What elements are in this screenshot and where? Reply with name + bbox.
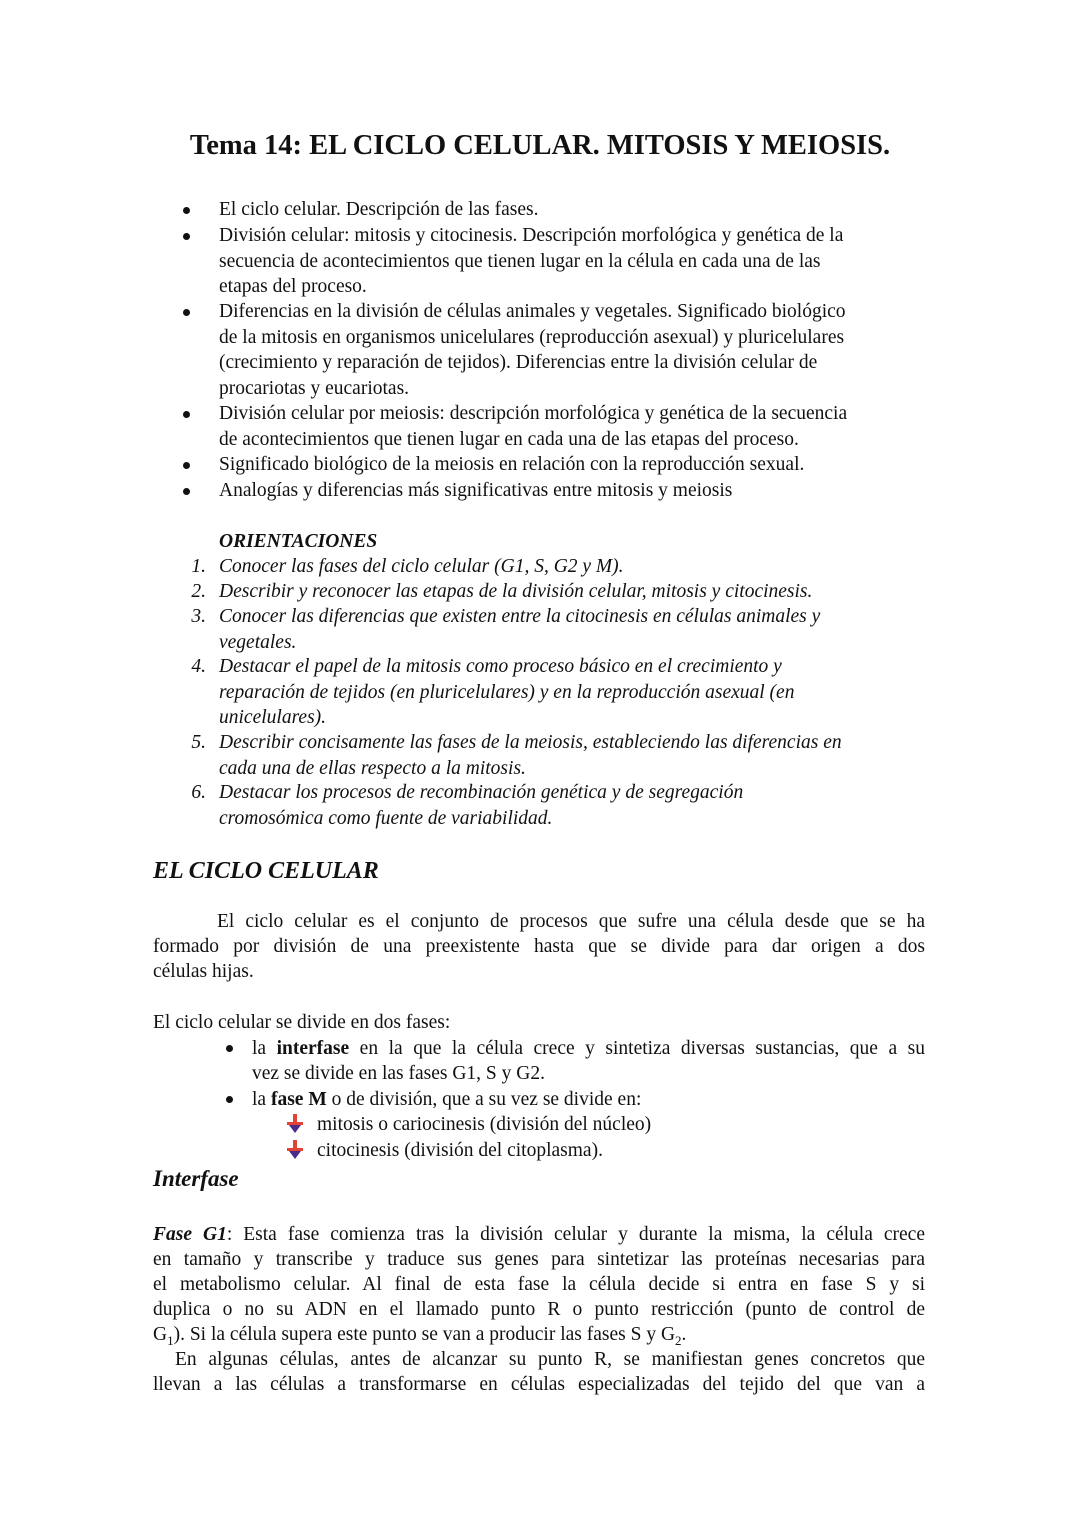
- down-arrow-icon: [285, 1113, 305, 1135]
- g1-text: .: [681, 1324, 687, 1345]
- contents-item: Diferencias en la división de células animales y vegetales. Significado biológico de la mitosis en organismos unicelulares (reproducción asexual) y pluricelulares (crecimiento y reparación de tejidos). Diferencias entre la división celular de procariotas y eucariotas.: [219, 301, 846, 399]
- bullet-icon: [183, 462, 190, 469]
- g1-text: G: [153, 1324, 168, 1345]
- contents-item: División celular: mitosis y citocinesis. Descripción morfológica y genética de la secuencia de acontecimientos que tienen lugar en la célula en cada una de las etapas del proceso.: [219, 225, 844, 297]
- g1-subscript: 1: [167, 1332, 174, 1348]
- intro-line: células hijas.: [153, 961, 254, 982]
- orientacion-item: Describir concisamente las fases de la meiosis, estableciendo las diferencias en cada una de ellas respecto a la mitosis.: [219, 732, 842, 779]
- orientacion-item: Destacar el papel de la mitosis como proceso básico en el crecimiento y reparación de tejidos (en pluricelulares) y en la reproducción asexual (en unicelulares).: [219, 656, 795, 728]
- list-number: 3.: [191, 606, 206, 627]
- phase-term: fase M: [270, 1089, 327, 1110]
- orientacion-item: Destacar los procesos de recombinación genética y de segregación cromosómica como fuente de variabilidad.: [219, 782, 744, 829]
- g1-label: Fase G1: [153, 1224, 227, 1245]
- contents-item: División celular por meiosis: descripción morfológica y genética de la secuencia de acontecimientos que tienen lugar en cada una de las etapas del proceso.: [219, 403, 848, 450]
- list-number: 6.: [191, 782, 206, 803]
- bullet-icon: [183, 233, 190, 240]
- list-number: 2.: [191, 581, 206, 602]
- g1-line: [153, 1222, 925, 1248]
- bullet-icon: [183, 488, 190, 495]
- bullet-icon: [183, 411, 190, 418]
- g1-line: en tamaño y transcribe y traduce sus genes para sintetizar las proteínas necesarias para: [153, 1249, 925, 1270]
- bullet-icon: [183, 207, 190, 214]
- orientaciones-heading: ORIENTACIONES: [219, 531, 378, 552]
- bullet-icon: [226, 1045, 233, 1052]
- phase-text: o de división, que a su vez se divide en:: [326, 1089, 642, 1110]
- phase-term: interfase: [276, 1038, 350, 1059]
- interfase-paragraph-line: En algunas células, antes de alcanzar su punto R, se manifiestan genes concretos que: [175, 1349, 925, 1370]
- phase-m: [252, 1087, 641, 1113]
- bullet-icon: [226, 1096, 233, 1103]
- phases-lead: El ciclo celular se divide en dos fases:: [153, 1012, 451, 1033]
- g1-text: ). Si la célula supera este punto se van a producir las fases S y G: [173, 1324, 676, 1345]
- down-arrow-icon: [285, 1139, 305, 1161]
- g1-line: duplica o no su ADN en el llamado punto R o punto restricción (punto de control de: [153, 1299, 925, 1320]
- phase-text: la: [252, 1089, 271, 1110]
- bullet-icon: [183, 309, 190, 316]
- list-number: 1.: [191, 556, 206, 577]
- intro-line: formado por división de una preexistente hasta que se divide para dar origen a dos: [153, 936, 925, 957]
- section-heading-interfase: Interfase: [153, 1166, 239, 1191]
- contents-item: Significado biológico de la meiosis en relación con la reproducción sexual.: [219, 454, 805, 475]
- phase-text: en la que la célula crece y sintetiza diversas sustancias, que a su: [349, 1038, 925, 1059]
- list-number: 4.: [191, 656, 206, 677]
- phase-interfase-line2: vez se divide en las fases G1, S y G2.: [252, 1063, 545, 1084]
- page-title: Tema 14: EL CICLO CELULAR. MITOSIS Y MEIOSIS.: [189, 130, 891, 161]
- orientacion-item: Describir y reconocer las etapas de la división celular, mitosis y citocinesis.: [219, 581, 813, 602]
- phase-text: la: [252, 1038, 277, 1059]
- phase-interfase: [252, 1036, 925, 1062]
- intro-line: El ciclo celular es el conjunto de procesos que sufre una célula desde que se ha: [217, 911, 925, 932]
- g1-text: : Esta fase comienza tras la división celular y durante la misma, la célula crece: [226, 1224, 925, 1245]
- subphase-item: mitosis o cariocinesis (división del núcleo): [317, 1114, 652, 1135]
- list-number: 5.: [191, 732, 206, 753]
- contents-item: Analogías y diferencias más significativas entre mitosis y meiosis: [219, 480, 733, 501]
- orientacion-item: Conocer las fases del ciclo celular (G1, S, G2 y M).: [219, 556, 624, 577]
- subphase-item: citocinesis (división del citoplasma).: [317, 1140, 603, 1161]
- interfase-paragraph-line: llevan a las células a transformarse en células especializadas del tejido del que van a: [153, 1374, 925, 1395]
- g1-line: el metabolismo celular. Al final de esta fase la célula decide si entra en fase S y si: [153, 1274, 925, 1295]
- section-heading-ciclo: EL CICLO CELULAR: [153, 858, 379, 884]
- orientacion-item: Conocer las diferencias que existen entre la citocinesis en células animales y vegetales.: [219, 606, 821, 653]
- contents-item: El ciclo celular. Descripción de las fases.: [219, 199, 539, 220]
- g1-subscript: 2: [675, 1332, 682, 1348]
